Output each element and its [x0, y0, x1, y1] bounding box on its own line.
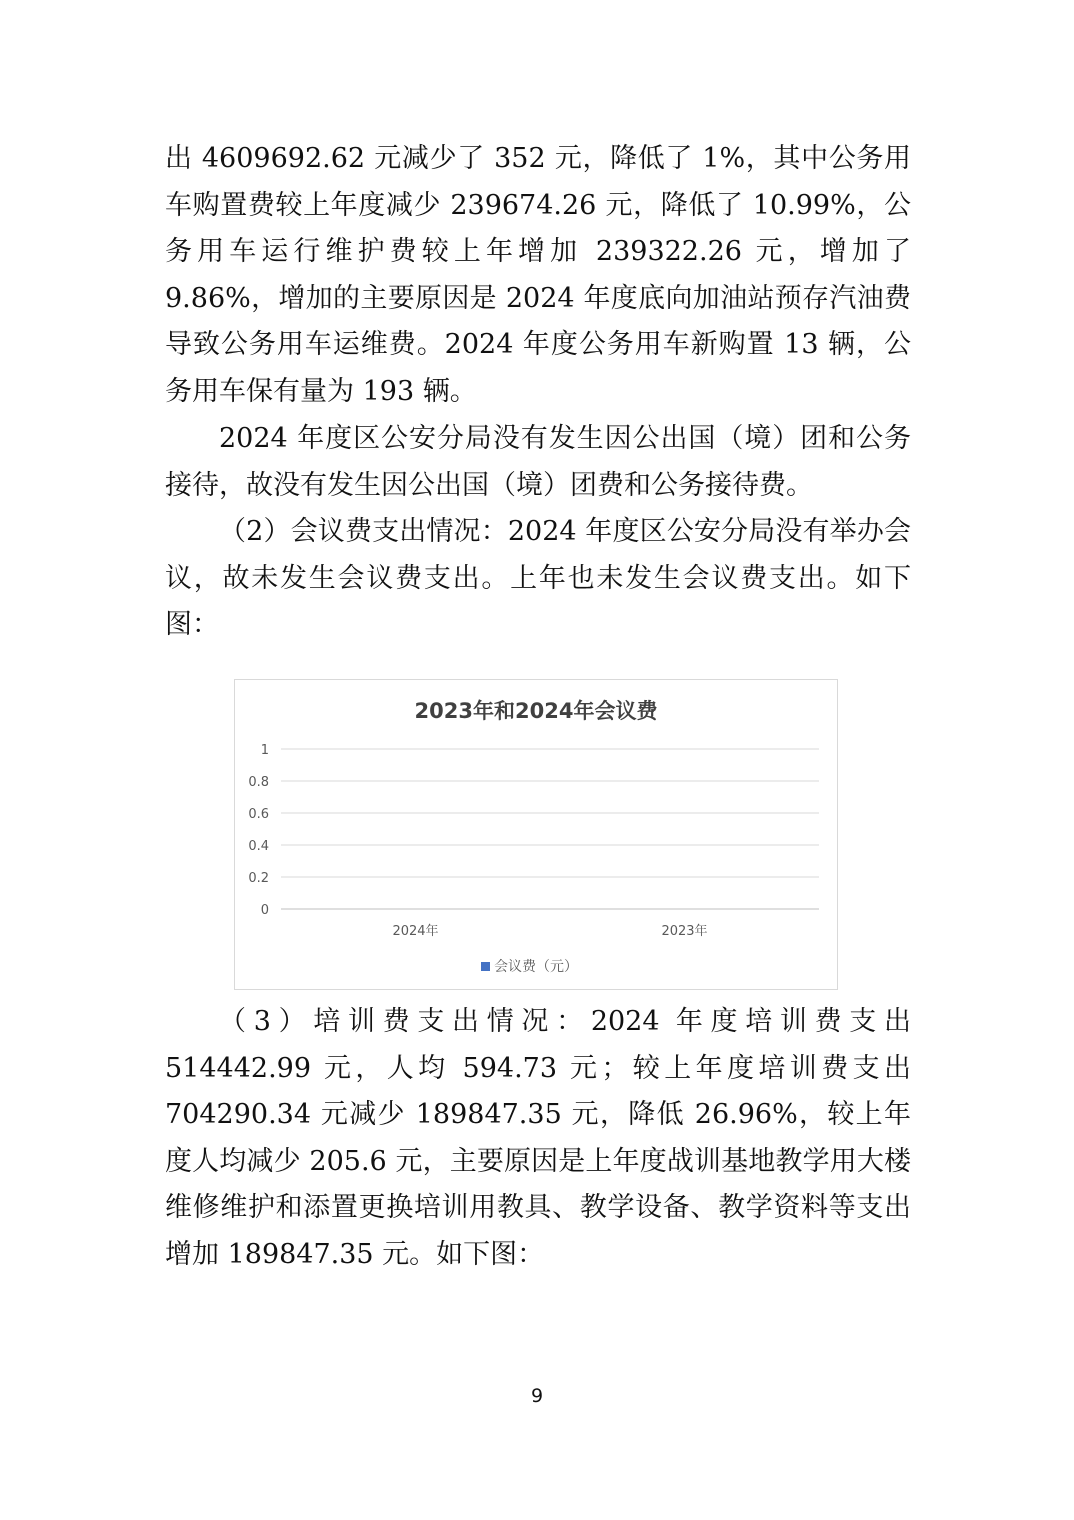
y-tick-label: 0.6	[248, 807, 269, 822]
chart-gridlines	[281, 749, 819, 909]
legend-swatch-meeting-fee	[481, 962, 490, 971]
y-tick-label: 0.2	[248, 871, 269, 886]
x-tick-label: 2024年	[392, 924, 439, 939]
chart-y-ticks	[248, 743, 269, 918]
chart-title: 2023年和2024年会议费	[414, 699, 658, 723]
y-tick-label: 0.4	[248, 839, 269, 854]
page-number: 9	[530, 1385, 544, 1407]
y-tick-label: 0.8	[248, 775, 269, 790]
paragraph-training-expenses: （3）培训费支出情况：2024 年度培训费支出 514442.99 元，人均 594.73 元；较上年度培训费支出 704290.34 元减少 189847.35 元，降低 26.96%，较上年度人均减少 205.6 元，主要原因是上年度战训基地教学用大楼维修维护和添置更换培训用教具、教学设备、教学资料等支出增加 189847.35 元。如下图：	[165, 1006, 911, 1270]
paragraph-meeting-expenses: （2）会议费支出情况：2024 年度区公安分局没有举办会议，故未发生会议费支出。上年也未发生会议费支出。如下图：	[165, 516, 911, 640]
chart-x-ticks	[392, 923, 707, 939]
y-tick-label: 0	[260, 903, 269, 918]
legend-label-meeting-fee: 会议费（元）	[494, 959, 578, 975]
chart-canvas	[235, 680, 837, 989]
paragraph-overseas-reception: 2024 年度区公安分局没有发生因公出国（境）团和公务接待，故没有发生因公出国（境）团费和公务接待费。	[165, 423, 911, 501]
meeting-expense-chart	[234, 679, 838, 990]
x-tick-label: 2023年	[661, 924, 708, 939]
paragraph-vehicle-expenses: 出 4609692.62 元减少了 352 元，降低了 1%，其中公务用车购置费较上年度减少 239674.26 元，降低了 10.99%，公务用车运行维护费较上年增加 239322.26 元，增加了 9.86%，增加的主要原因是 2024 年度底向加油站预存汽油费导致公务用车运维费。2024 年度公务用车新购置 13 辆，公务用车保有量为 193 辆。	[165, 143, 911, 407]
y-tick-label: 1	[260, 743, 269, 758]
